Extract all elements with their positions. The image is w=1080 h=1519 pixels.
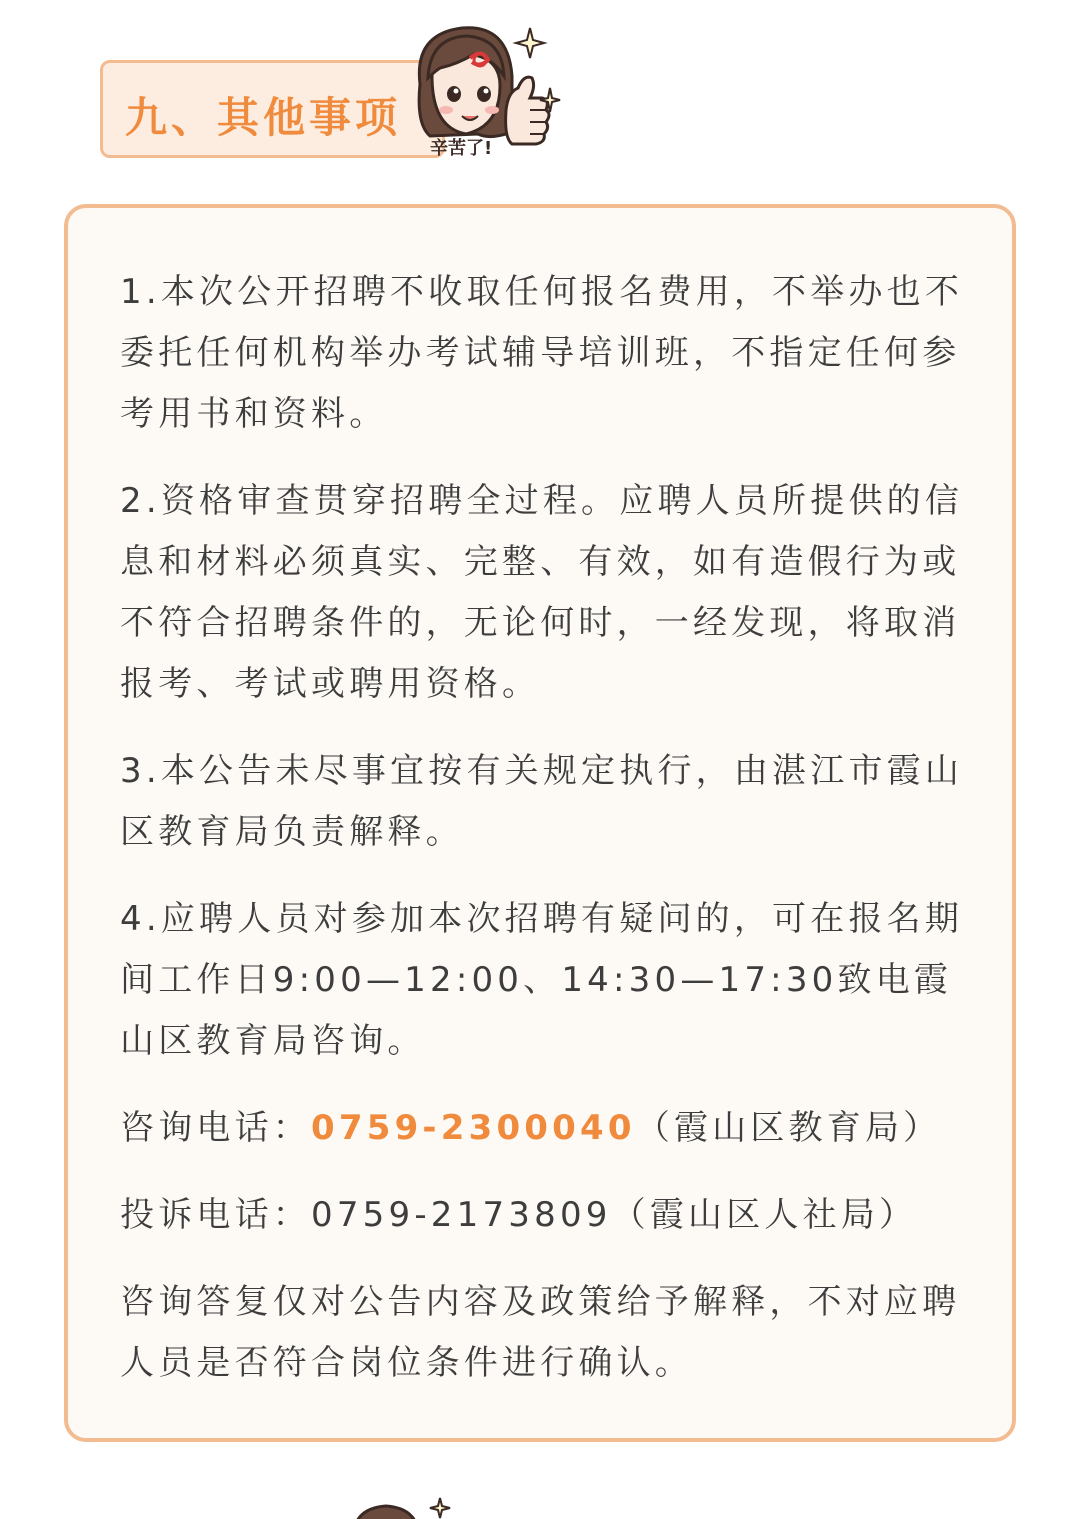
- notice-item-3: 3.本公告未尽事宜按有关规定执行，由湛江市霞山区教育局负责解释。: [120, 751, 964, 852]
- mascot-thumbs-up-icon: [400, 14, 570, 164]
- complaint-phone-number[interactable]: 0759-2173809: [311, 1195, 612, 1235]
- consult-phone-line: [120, 1098, 970, 1159]
- consult-note: 咨询答复仅对公告内容及政策给予解释，不对应聘人员是否符合岗位条件进行确认。: [120, 1282, 961, 1383]
- notice-card: [64, 204, 1016, 1442]
- notice-body: [120, 262, 970, 1420]
- section-title: 九、其他事项: [125, 93, 402, 142]
- complaint-phone-line: [120, 1185, 970, 1246]
- notice-item-1: 1.本次公开招聘不收取任何报名费用，不举办也不委托任何机构举办考试辅导培训班，不指定任何参考用书和资料。: [120, 272, 964, 434]
- complaint-phone-label: 投诉电话：: [120, 1195, 311, 1235]
- mascot-peek-icon: [340, 1490, 470, 1519]
- consult-phone-org: （霞山区教育局）: [635, 1108, 942, 1148]
- complaint-phone-org: （霞山区人社局）: [611, 1195, 918, 1235]
- mascot-caption: 辛苦了!: [430, 138, 493, 159]
- notice-item-2: 2.资格审查贯穿招聘全过程。应聘人员所提供的信息和材料必须真实、完整、有效，如有造假行为或不符合招聘条件的，无论何时，一经发现，将取消报考、考试或聘用资格。: [120, 481, 964, 704]
- notice-item-4: 4.应聘人员对参加本次招聘有疑问的，可在报名期间工作日9:00—12:00、14:30—17:30致电霞山区教育局咨询。: [120, 899, 964, 1061]
- consult-phone-label: 咨询电话：: [120, 1108, 311, 1148]
- section-header: [100, 60, 445, 158]
- consult-phone-number[interactable]: 0759-2300040: [311, 1108, 636, 1148]
